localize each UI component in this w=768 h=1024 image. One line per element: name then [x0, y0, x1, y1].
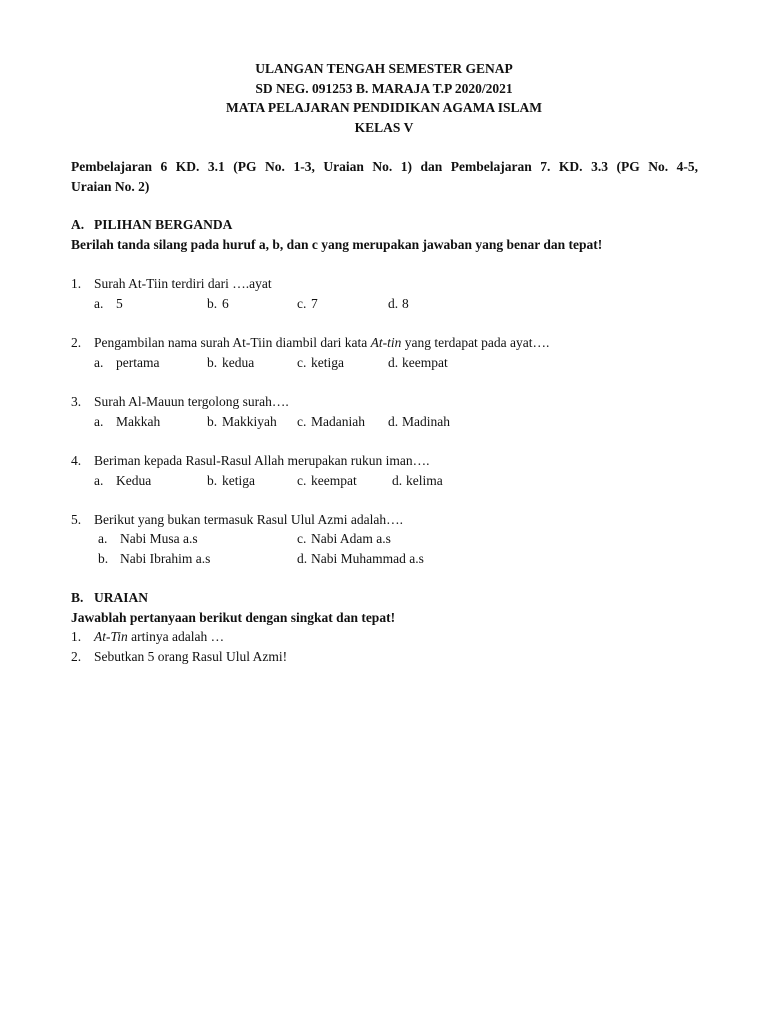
option-text: Kedua [116, 473, 152, 488]
option-letter: c. [297, 296, 307, 311]
intro-line-2: Uraian No. 2) [71, 179, 150, 194]
option-letter: b. [207, 296, 218, 311]
section-b-label: B. [71, 590, 84, 605]
option-letter: a. [94, 414, 104, 429]
header-school: SD NEG. 091253 B. MARAJA T.P 2020/2021 [255, 81, 513, 96]
option-letter: a. [94, 296, 104, 311]
question-number: 4. [71, 453, 82, 468]
header-class: KELAS V [354, 120, 414, 135]
section-a-title: PILIHAN BERGANDA [94, 217, 233, 232]
question-number: 3. [71, 394, 82, 409]
essay-question-text: artinya adalah … [127, 629, 225, 644]
essay-number: 1. [71, 629, 82, 644]
header-subject: MATA PELAJARAN PENDIDIKAN AGAMA ISLAM [225, 100, 542, 115]
option-letter: d. [297, 551, 308, 566]
option-text: ketiga [222, 473, 255, 488]
option-text: Makkah [116, 414, 161, 429]
question-text: Berikut yang bukan termasuk Rasul Ulul Azmi adalah…. [94, 512, 403, 527]
option-text: Nabi Musa a.s [120, 531, 198, 546]
option-letter: d. [388, 296, 399, 311]
section-a-label: A. [71, 217, 85, 232]
essay-question [94, 628, 224, 646]
option-letter: d. [388, 355, 399, 370]
option-letter: b. [98, 551, 109, 566]
option-letter: a. [98, 531, 108, 546]
question-text [94, 334, 549, 352]
question-number: 1. [71, 276, 82, 291]
intro-line-1: Pembelajaran 6 KD. 3.1 (PG No. 1-3, Uraian No. 1) dan Pembelajaran 7. KD. 3.3 (PG No. 4-5, [71, 159, 698, 174]
option-text: 5 [116, 296, 123, 311]
section-b-title: URAIAN [94, 590, 148, 605]
option-text: 7 [311, 296, 318, 311]
question-text: Surah Al-Mauun tergolong surah…. [94, 394, 289, 409]
essay-number: 2. [71, 649, 82, 664]
option-letter: c. [297, 355, 307, 370]
option-text: Makkiyah [222, 414, 277, 429]
option-letter: c. [297, 531, 307, 546]
option-text: Nabi Adam a.s [311, 531, 391, 546]
option-text: Madinah [402, 414, 450, 429]
option-letter: b. [207, 414, 218, 429]
option-letter: a. [94, 355, 104, 370]
option-text: keempat [402, 355, 448, 370]
question-number: 2. [71, 335, 82, 350]
section-a-instruction: Berilah tanda silang pada huruf a, b, dan c yang merupakan jawaban yang benar dan tepat! [71, 237, 603, 252]
question-text-before: Pengambilan nama surah At-Tiin diambil dari kata [94, 335, 371, 350]
header-title: ULANGAN TENGAH SEMESTER GENAP [255, 61, 513, 76]
essay-question-italic: At-Tin [94, 629, 128, 644]
option-text: 6 [222, 296, 229, 311]
section-b-instruction: Jawablah pertanyaan berikut dengan singkat dan tepat! [71, 610, 396, 625]
option-letter: d. [392, 473, 403, 488]
option-text: Madaniah [311, 414, 365, 429]
question-text-after: yang terdapat pada ayat…. [401, 335, 550, 350]
option-text: pertama [116, 355, 160, 370]
question-text: Surah At-Tiin terdiri dari ….ayat [94, 276, 272, 291]
option-letter: b. [207, 473, 218, 488]
question-text: Beriman kepada Rasul-Rasul Allah merupakan rukun iman…. [94, 453, 430, 468]
option-letter: a. [94, 473, 104, 488]
option-text: 8 [402, 296, 409, 311]
option-text: Nabi Ibrahim a.s [120, 551, 211, 566]
option-text: keempat [311, 473, 357, 488]
option-letter: b. [207, 355, 218, 370]
question-number: 5. [71, 512, 82, 527]
option-text: kedua [222, 355, 255, 370]
option-text: kelima [406, 473, 443, 488]
option-letter: d. [388, 414, 399, 429]
option-letter: c. [297, 473, 307, 488]
option-letter: c. [297, 414, 307, 429]
essay-question: Sebutkan 5 orang Rasul Ulul Azmi! [94, 649, 288, 664]
question-text-italic: At-tin [370, 335, 402, 350]
option-text: Nabi Muhammad a.s [311, 551, 424, 566]
option-text: ketiga [311, 355, 344, 370]
